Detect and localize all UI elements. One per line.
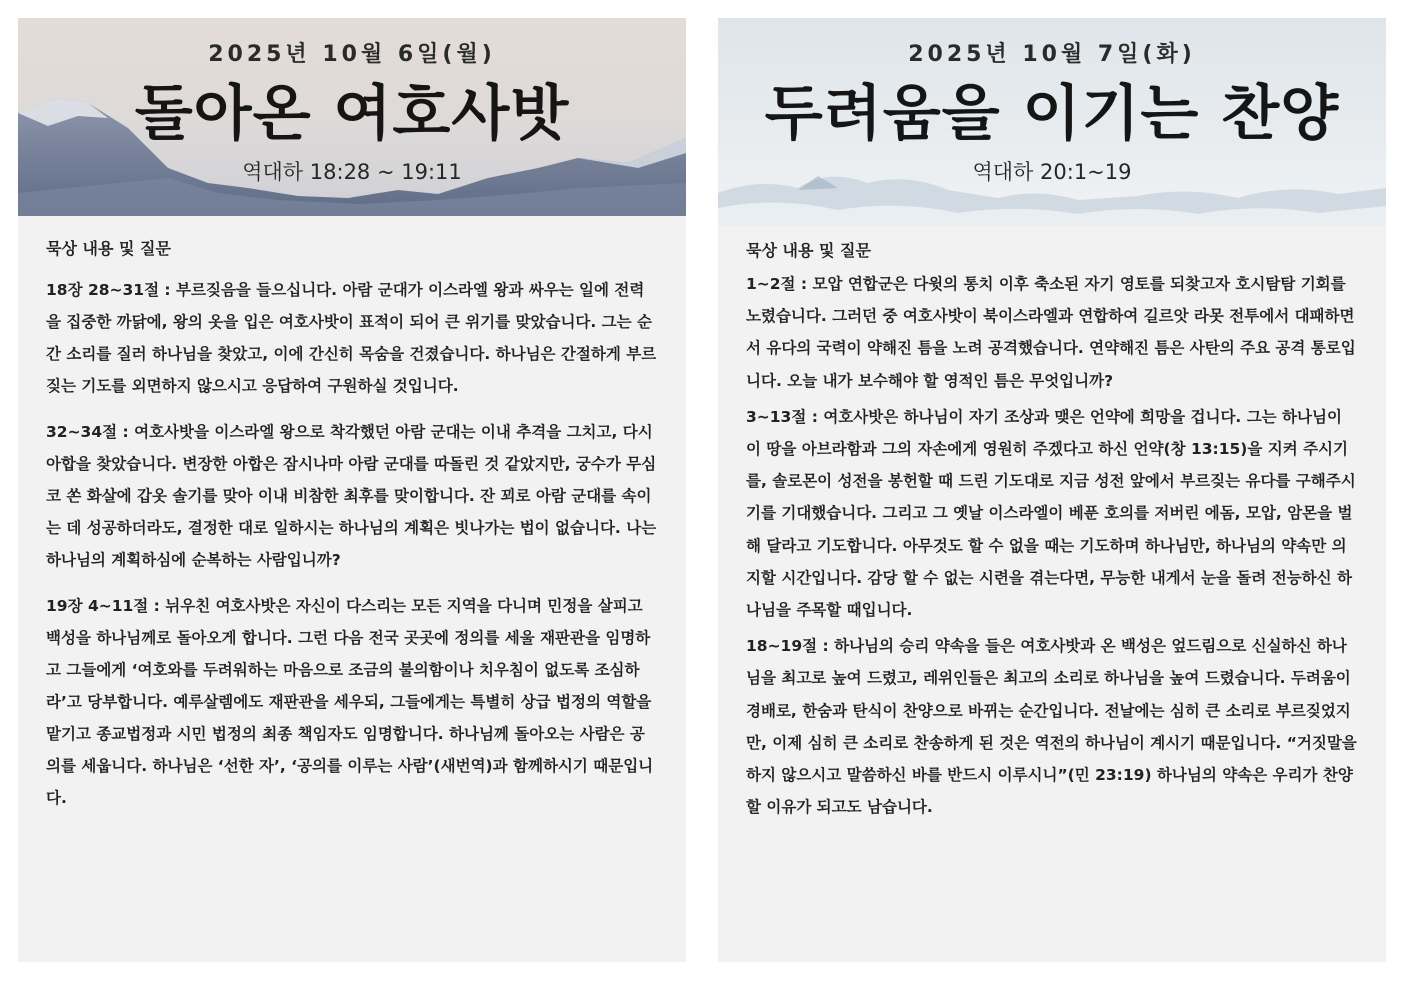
date-heading: 2025년 10월 6일(월) (208, 42, 496, 67)
paragraph-2 (46, 416, 658, 576)
paragraph-3 (46, 590, 658, 814)
paragraph-text: 부르짖음을 들으십니다. 아람 군대가 이스라엘 왕과 싸우는 일에 전력을 집중한 까닭에, 왕의 옷을 입은 여호사밧이 표적이 되어 큰 위기를 맞았습니다. 그는 순간 소리를 질러 하나님을 찾았고, 이에 간신히 목숨을 건졌습니다. 하나님은 간절하게 부르짖는 기도를 외면하지 않으시고 응답하여 구원하실 것입니다. (46, 281, 657, 395)
verse-label: 18장 28~31절 : (46, 281, 177, 299)
verse-label: 32~34절 : (46, 423, 135, 441)
page-title: 돌아온 여호사밧 (134, 79, 570, 149)
content-body (718, 226, 1386, 823)
paragraph-2 (746, 401, 1358, 626)
paragraph-text: 뉘우친 여호사밧은 자신이 다스리는 모든 지역을 다니며 민정을 살피고 백성을 하나님께로 돌아오게 합니다. 그런 다음 전국 곳곳에 정의를 세울 재판관을 임명하고 그들에게 ‘여호와를 두려워하는 마음으로 조금의 불의함이나 치우침이 없도록 조심하라’고 당부합니다. 예루살렘에도 재판관을 세우되, 그들에게는 특별히 상급 법정의 역할을 맡기고 종교법정과 시민 법정의 최종 책임자도 임명합니다. 하나님께 돌아오는 사람은 공의를 세웁니다. 하나님은 ‘선한 자’, ‘공의를 이루는 사람’(새번역)과 함께하시기 때문입니다. (46, 597, 654, 807)
paragraph-1 (746, 268, 1358, 397)
verse-label: 19장 4~11절 : (46, 597, 166, 615)
verse-label: 18~19절 : (746, 637, 835, 656)
paragraph-3 (746, 630, 1358, 823)
paragraph-1 (46, 274, 658, 402)
paragraph-text: 여호사밧은 하나님이 자기 조상과 맺은 언약에 희망을 겁니다. 그는 하나님이 이 땅을 아브라함과 그의 자손에게 영원히 주겠다고 하신 언약(창 13:15)을 지켜 주시기를, 솔로몬이 성전을 봉헌할 때 드린 기도대로 지금 성전 앞에서 부르짖는 유다를 구해주시기를 기대했습니다. 그리고 그 옛날 이스라엘이 베푼 호의를 저버린 에돔, 모압, 암몬을 벌해 달라고 기도합니다. 아무것도 할 수 없을 때는 기도하며 하나님만, 하나님의 약속만 의지할 시간입니다. 감당 할 수 없는 시련을 겪는다면, 무능한 내게서 눈을 돌려 전능하신 하나님을 주목할 때입니다. (746, 407, 1356, 620)
paragraph-text: 하나님의 승리 약속을 들은 여호사밧과 온 백성은 엎드림으로 신실하신 하나님을 최고로 높여 드렸고, 레위인들은 최고의 소리로 하나님을 높여 드렸습니다. 두려움이 경배로, 한숨과 탄식이 찬양으로 바뀌는 순간입니다. 전날에는 심히 큰 소리로 부르짖었지만, 이제 심히 큰 소리로 찬송하게 된 것은 역전의 하나님이 계시기 때문입니다. “거짓말을 하지 않으시고 말씀하신 바를 반드시 이루시니”(민 23:19) 하나님의 약속은 우리가 찬양할 이유가 되고도 남습니다. (746, 637, 1357, 817)
section-heading: 묵상 내용 및 질문 (46, 239, 171, 258)
devotional-page-right (718, 18, 1386, 962)
content-body (18, 216, 686, 814)
paragraph-text: 여호사밧을 이스라엘 왕으로 착각했던 아람 군대는 이내 추격을 그치고, 다시 아합을 찾았습니다. 변장한 아합은 잠시나마 아람 군대를 따돌린 것 같았지만, 궁수가 무심코 쏜 화살에 갑옷 솔기를 맞아 이내 비참한 최후를 맞이합니다. 잔 꾀로 아람 군대를 속이는 데 성공하더라도, 결정한 대로 일하시는 하나님의 계획은 빗나가는 법이 없습니다. 나는 하나님의 계획하심에 순복하는 사람입니까? (46, 423, 657, 569)
verse-label: 1~2절 : (746, 275, 813, 293)
date-heading: 2025년 10월 7일(화) (908, 42, 1196, 67)
page-title: 두려움을 이기는 찬양 (764, 79, 1340, 149)
banner-mountains (18, 18, 686, 216)
banner-clouds (718, 18, 1386, 226)
section-heading: 묵상 내용 및 질문 (746, 241, 871, 260)
scripture-reference: 역대하 20:1~19 (972, 160, 1132, 184)
devotional-page-left (18, 18, 686, 962)
verse-label: 3~13절 : (746, 407, 824, 426)
paragraph-text: 모압 연합군은 다윗의 통치 이후 축소된 자기 영토를 되찾고자 호시탐탐 기회를 노렸습니다. 그러던 중 여호사밧이 북이스라엘과 연합하여 길르앗 라못 전투에서 대패하면서 유다의 국력이 약해진 틈을 노려 공격했습니다. 연약해진 틈은 사탄의 주요 공격 통로입니다. 오늘 내가 보수해야 할 영적인 틈은 무엇입니까? (746, 275, 1356, 390)
scripture-reference: 역대하 18:28 ~ 19:11 (242, 160, 462, 184)
